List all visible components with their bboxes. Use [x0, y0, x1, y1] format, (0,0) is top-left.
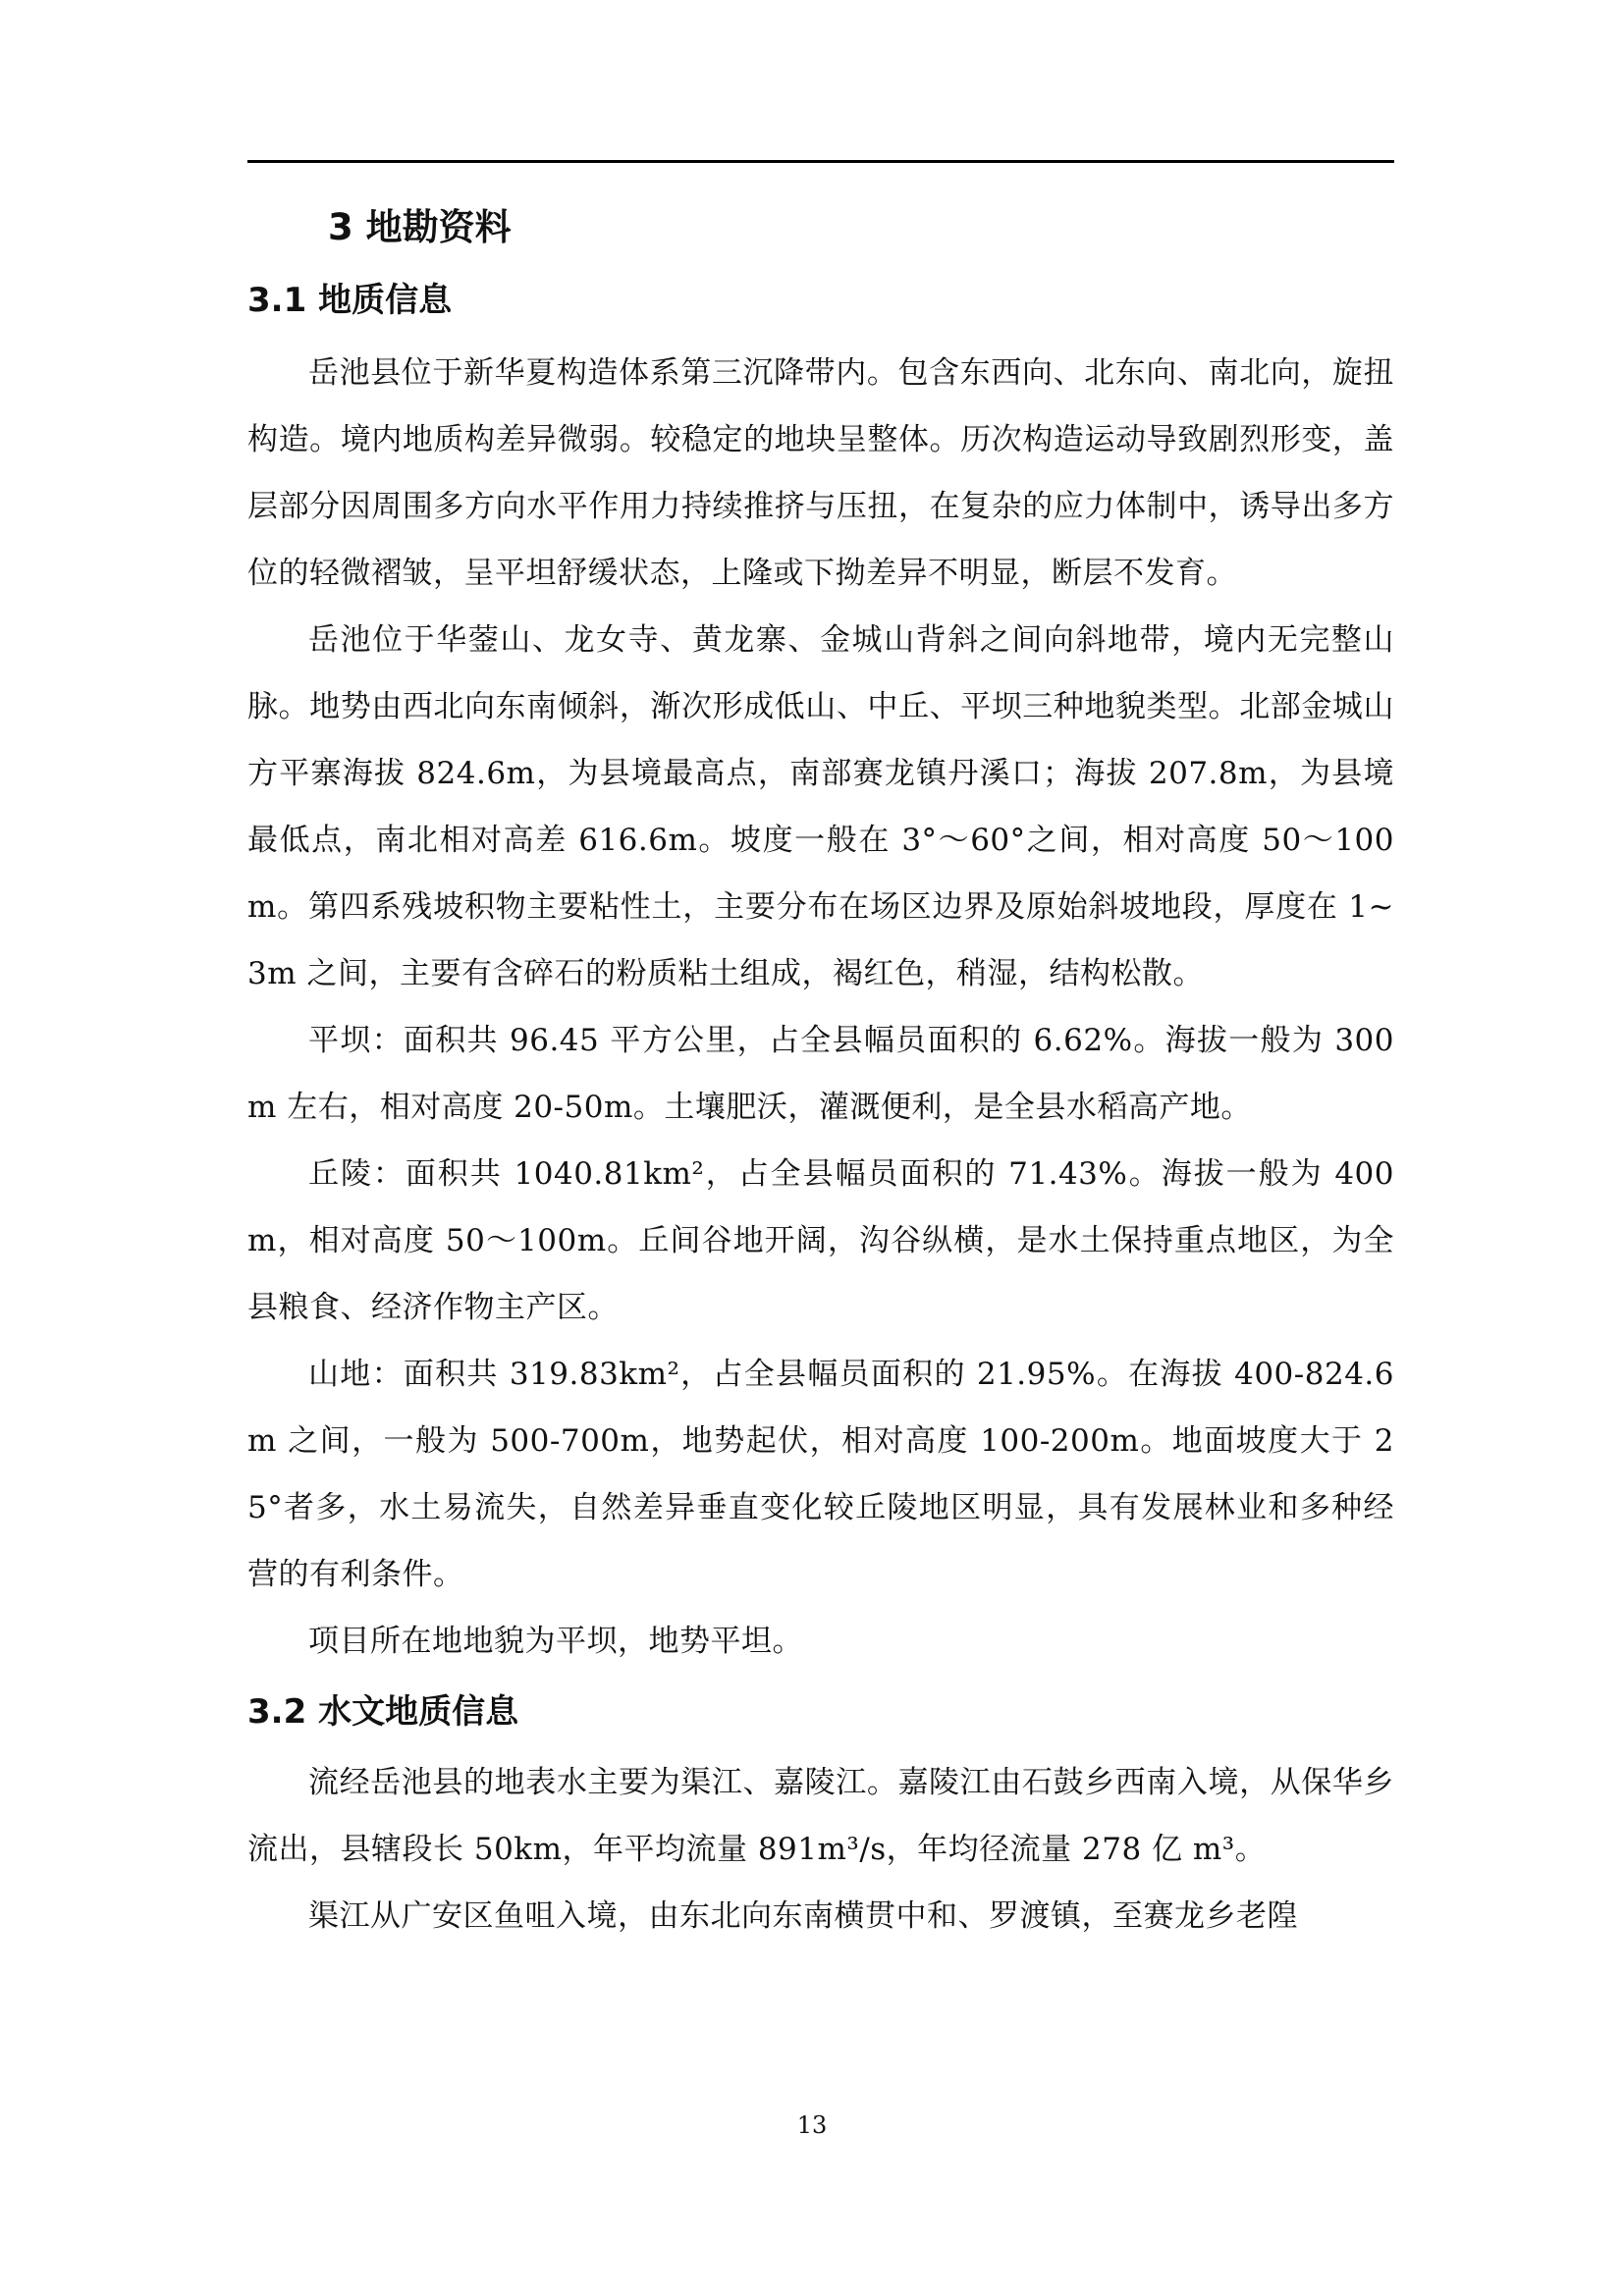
paragraph-surface-water: 流经岳池县的地表水主要为渠江、嘉陵江。嘉陵江由石鼓乡西南入境，从保华乡流出，县辖段长 50km，年平均流量 891m³/s，年均径流量 278 亿 m³。	[247, 1765, 1394, 1867]
document-body	[247, 192, 1394, 1949]
paragraph-geology-structure: 岳池县位于新华夏构造体系第三沉降带内。包含东西向、北东向、南北向，旋扭构造。境内地质构差异微弱。较稳定的地块呈整体。历次构造运动导致剧烈形变，盖层部分因周围多方向水平作用力持续推挤与压扭，在复杂的应力体制中，诱导出多方位的轻微褶皱，呈平坦舒缓状态，上隆或下拗差异不明显，断层不发育。	[247, 355, 1394, 591]
paragraph-qu-river: 渠江从广安区鱼咀入境，由东北向东南横贯中和、罗渡镇，至赛龙乡老隍	[308, 1898, 1298, 1934]
section-title-3-2: 3.2 水文地质信息	[247, 1692, 519, 1732]
chapter-title: 3 地勘资料	[328, 206, 512, 248]
paragraph-mountains: 山地：面积共 319.83km²，占全县幅员面积的 21.95%。在海拔 400-824.6m 之间，一般为 500-700m，地势起伏，相对高度 100-200m。地面坡度大于 25°者多，水土易流失，自然差异垂直变化较丘陵地区明显，具有发展林业和多种经营的有利条件。	[247, 1357, 1394, 1592]
paragraph-plain: 平坝：面积共 96.45 平方公里，占全县幅员面积的 6.62%。海拔一般为 300m 左右，相对高度 20-50m。土壤肥沃，灌溉便利，是全县水稻高产地。	[247, 1023, 1394, 1125]
page-number: 13	[796, 2111, 828, 2139]
paragraph-terrain: 岳池位于华蓥山、龙女寺、黄龙寨、金城山背斜之间向斜地带，境内无完整山脉。地势由西北向东南倾斜，渐次形成低山、中丘、平坝三种地貌类型。北部金城山方平寨海拔 824.6m，为县境最高点，南部赛龙镇丹溪口；海拔 207.8m，为县境最低点，南北相对高差 616.6m。坡度一般在 3°～60°之间，相对高度 50～100m。第四系残坡积物主要粘性土，主要分布在场区边界及原始斜坡地段，厚度在 1~3m 之间，主要有含碎石的粉质粘土组成，褐红色，稍湿，结构松散。	[247, 622, 1394, 991]
header-rule	[247, 160, 1394, 163]
paragraph-hills: 丘陵：面积共 1040.81km²，占全县幅员面积的 71.43%。海拔一般为 400m，相对高度 50～100m。丘间谷地开阔，沟谷纵横，是水土保持重点地区，为全县粮食、经济作物主产区。	[247, 1156, 1394, 1325]
paragraph-project-site: 项目所在地地貌为平坝，地势平坦。	[308, 1624, 803, 1659]
section-title-3-1: 3.1 地质信息	[247, 281, 453, 320]
